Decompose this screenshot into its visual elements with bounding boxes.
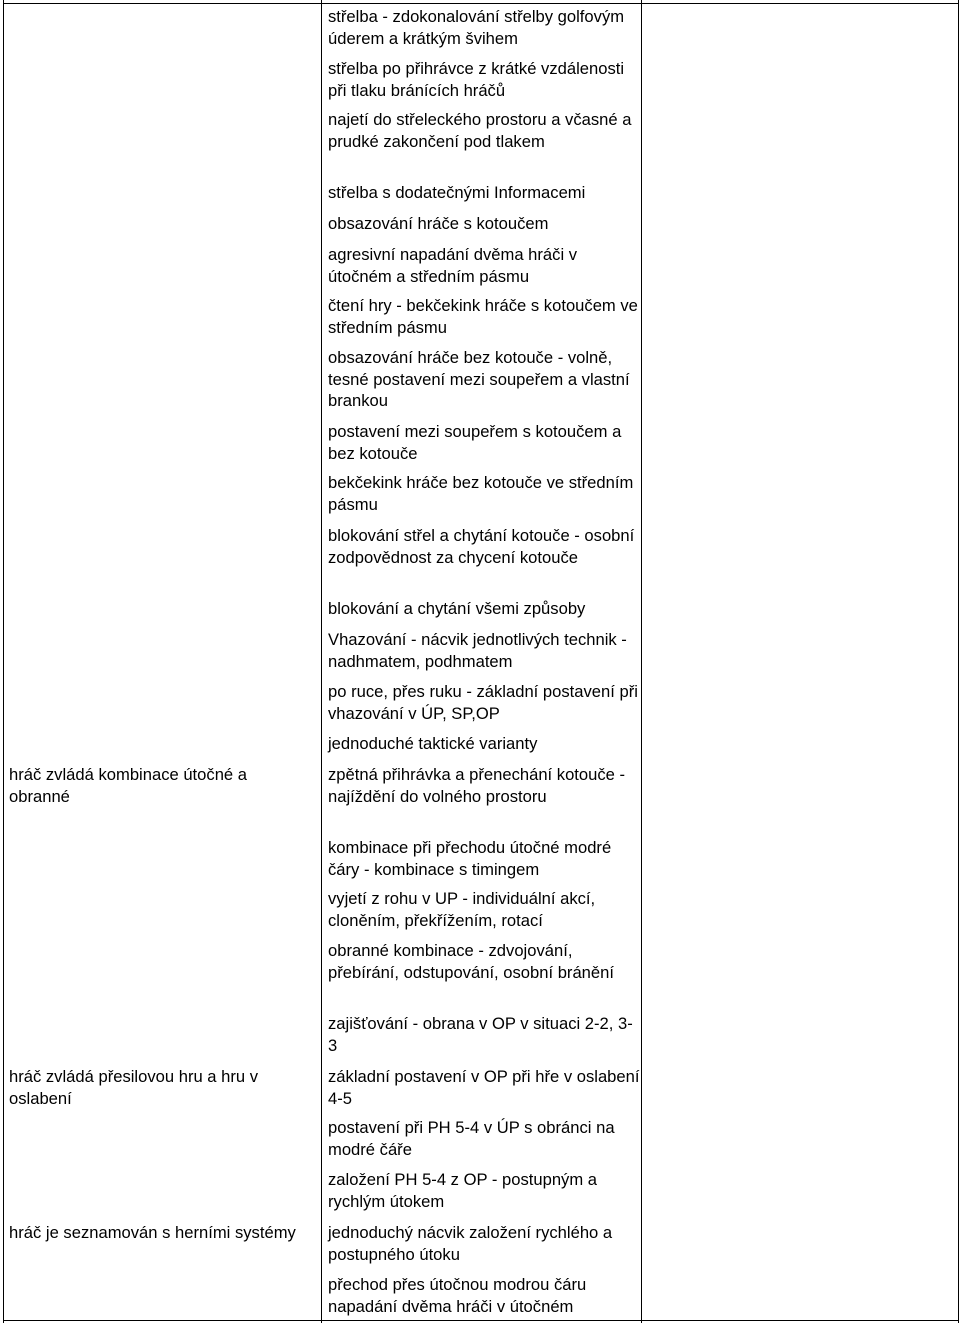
topic-text: bekčekink hráče bez kotouče ve středním pásmu bbox=[328, 473, 634, 514]
topic-text: základní postavení v OP při hře v oslabení 4-5 bbox=[328, 1067, 640, 1108]
table-border-top bbox=[3, 3, 959, 4]
table-border-col1 bbox=[321, 0, 322, 1323]
topic-text: střelba po přihrávce z krátké vzdálenosti při tlaku bránících hráčů bbox=[328, 59, 625, 100]
topic-text: kombinace při přechodu útočné modré čáry - kombinace s timingem bbox=[328, 838, 612, 879]
table-border-bottom bbox=[3, 1320, 959, 1321]
topic-text: najetí do střeleckého prostoru a včasné a prudké zakončení pod tlakem bbox=[328, 110, 632, 151]
topic-text: postavení mezi soupeřem s kotoučem a bez kotouče bbox=[328, 422, 622, 463]
topic-text: postavení při PH 5-4 v ÚP s obránci na modré čáře bbox=[328, 1118, 615, 1159]
topic-text: jednoduché taktické varianty bbox=[328, 734, 538, 753]
outcome-text: hráč zvládá přesilovou hru a hru v oslabení bbox=[9, 1067, 259, 1108]
topic-text: vyjetí z rohu v UP - individuální akcí, cloněním, překřížením, rotací bbox=[328, 889, 596, 930]
topic-text: blokování střel a chytání kotouče - osobní zodpovědnost za chycení kotouče bbox=[328, 526, 635, 567]
topic-text: zajišťování - obrana v OP v situaci 2-2, 3-3 bbox=[328, 1014, 633, 1055]
topic-text: založení PH 5-4 z OP - postupným a rychlým útokem bbox=[328, 1170, 598, 1211]
topic-text: střelba s dodatečnými Informacemi bbox=[328, 183, 586, 202]
outcome-text: hráč je seznamován s herními systémy bbox=[9, 1223, 296, 1242]
table-border-right bbox=[958, 0, 959, 1323]
topic-text: střelba - zdokonalování střelby golfovým úderem a krátkým švihem bbox=[328, 7, 625, 48]
topic-text: po ruce, přes ruku - základní postavení při vhazování v ÚP, SP,OP bbox=[328, 682, 638, 723]
table-border-col2 bbox=[641, 0, 642, 1323]
topic-text: přechod přes útočnou modrou čáru napadání dvěma hráči v útočném bbox=[328, 1275, 587, 1316]
topic-text: čtení hry - bekčekink hráče s kotoučem ve středním pásmu bbox=[328, 296, 638, 337]
topic-text: Vhazování - nácvik jednotlivých technik - nadhmatem, podhmatem bbox=[328, 630, 627, 671]
topic-text: blokování a chytání všemi způsoby bbox=[328, 599, 586, 618]
table-border-left bbox=[3, 0, 4, 1323]
topic-text: jednoduchý nácvik založení rychlého a postupného útoku bbox=[328, 1223, 613, 1264]
topic-text: obsazování hráče s kotoučem bbox=[328, 214, 549, 233]
topic-text: agresivní napadání dvěma hráči v útočném a středním pásmu bbox=[328, 245, 578, 286]
topic-text: obsazování hráče bez kotouče - volně, tesné postavení mezi soupeřem a vlastní brankou bbox=[328, 348, 630, 410]
topic-text: obranné kombinace - zdvojování, přebírání, odstupování, osobní bránění bbox=[328, 941, 614, 982]
outcome-text: hráč zvládá kombinace útočné a obranné bbox=[9, 765, 247, 806]
topic-text: zpětná přihrávka a přenechání kotouče - najíždění do volného prostoru bbox=[328, 765, 626, 806]
